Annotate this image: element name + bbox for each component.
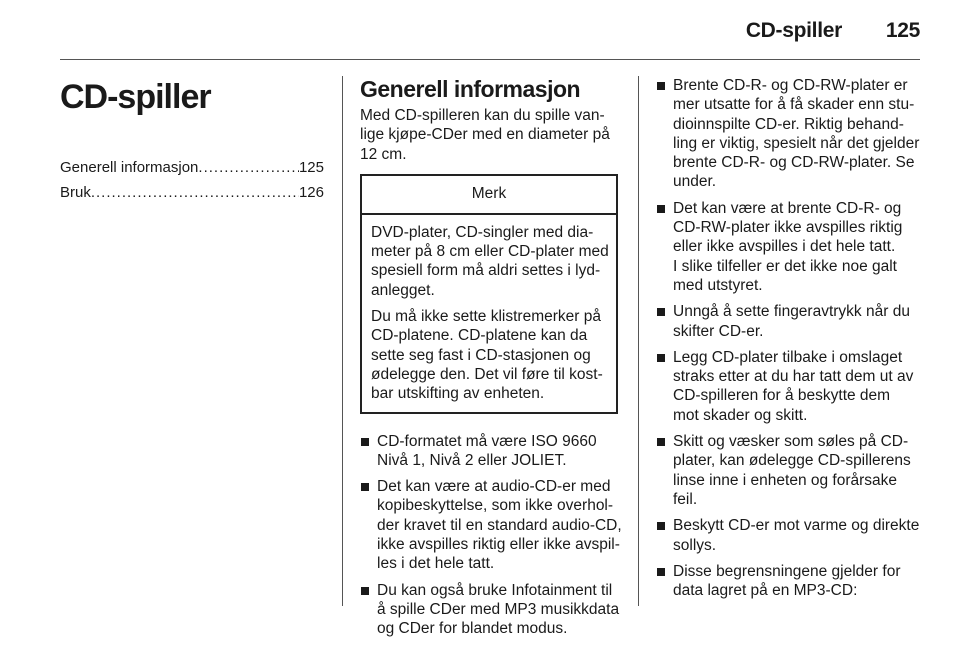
header-divider — [60, 59, 920, 60]
note-paragraph: DVD-plater, CD-singler med dia- meter på 8 cm eller CD-plater med spesiell form må aldri settes i lyd- anlegget. — [371, 223, 609, 299]
square-bullet-icon — [657, 82, 665, 90]
toc-entry-page: 125 — [298, 159, 324, 176]
square-bullet-icon — [657, 354, 665, 362]
list-item: Skitt og væsker som søles på CD- plater, kan ødelegge CD-spillerens linse inne i enheten og forårsake feil. — [656, 432, 924, 509]
toc-entry-bruk[interactable] — [60, 180, 324, 205]
list-item: CD-formatet må være ISO 9660 Nivå 1, Nivå 2 eller JOLIET. — [360, 432, 622, 471]
list-item: Beskytt CD-er mot varme og direkte sollys. — [656, 516, 924, 555]
list-item: Det kan være at brente CD-R- og CD-RW-plater ikke avspilles riktig eller ikke avspilles i det hele tatt. I slike tilfeller er det ikke noe galt med utstyret. — [656, 199, 924, 295]
main-column — [360, 76, 622, 646]
toc-leader-dots — [91, 180, 299, 205]
page-header — [0, 0, 960, 60]
list-item: Det kan være at audio-CD-er med kopibeskyttelse, som ikke overhol- der kravet til en standard audio-CD, ikke avspilles riktig eller ikke avspil- les i det hele tatt. — [360, 477, 622, 573]
square-bullet-icon — [361, 587, 369, 595]
column-divider-2 — [638, 76, 639, 606]
right-column — [656, 76, 924, 607]
toc-leader-dots — [198, 155, 299, 180]
chapter-title: CD-spiller — [60, 78, 211, 116]
column-divider-1 — [342, 76, 343, 606]
toc-entry-label: Generell informasjon — [60, 159, 199, 176]
running-title: CD-spiller — [745, 19, 842, 42]
note-paragraph: Du må ikke sette klistremerker på CD-platene. CD-platene kan da sette seg fast i CD-stasjonen og ødelegge den. Det vil føre til kost- bar utskifting av enheten. — [371, 308, 603, 403]
square-bullet-icon — [361, 438, 369, 446]
list-item: Disse begrensningene gjelder for data lagret på en MP3-CD: — [656, 562, 924, 601]
bullet-list — [360, 432, 622, 639]
list-item: Unngå å sette fingeravtrykk når du skifter CD-er. — [656, 302, 924, 341]
note-box — [360, 174, 618, 414]
intro-paragraph: Med CD-spilleren kan du spille van- lige kjøpe-CDer med en diameter på 12 cm. — [360, 107, 610, 163]
toc-entry-label: Bruk — [60, 184, 91, 201]
square-bullet-icon — [657, 568, 665, 576]
square-bullet-icon — [657, 205, 665, 213]
square-bullet-icon — [657, 522, 665, 530]
toc-entry-page: 126 — [298, 184, 324, 201]
section-title: Generell informasjon — [360, 76, 581, 102]
note-body — [362, 215, 616, 412]
square-bullet-icon — [657, 308, 665, 316]
square-bullet-icon — [361, 483, 369, 491]
sidebar-column — [60, 68, 324, 205]
square-bullet-icon — [657, 438, 665, 446]
list-item: Du kan også bruke Infotainment til å spille CDer med MP3 musikkdata og CDer for blandet modus. — [360, 581, 622, 639]
page-number: 125 — [885, 19, 920, 42]
bullet-list — [656, 76, 924, 600]
list-item: Brente CD-R- og CD-RW-plater er mer utsatte for å få skader enn stu- dioinnspilte CD-er. Riktig behand- ling er viktig, spesielt når det gjelder brente CD-R- og CD-RW-plater. Se under. — [656, 76, 924, 192]
toc-entry-generell-informasjon[interactable] — [60, 155, 324, 180]
list-item: Legg CD-plater tilbake i omslaget straks etter at du har tatt dem ut av CD-spilleren for å beskytte dem mot skader og skitt. — [656, 348, 924, 425]
note-heading: Merk — [362, 176, 616, 215]
